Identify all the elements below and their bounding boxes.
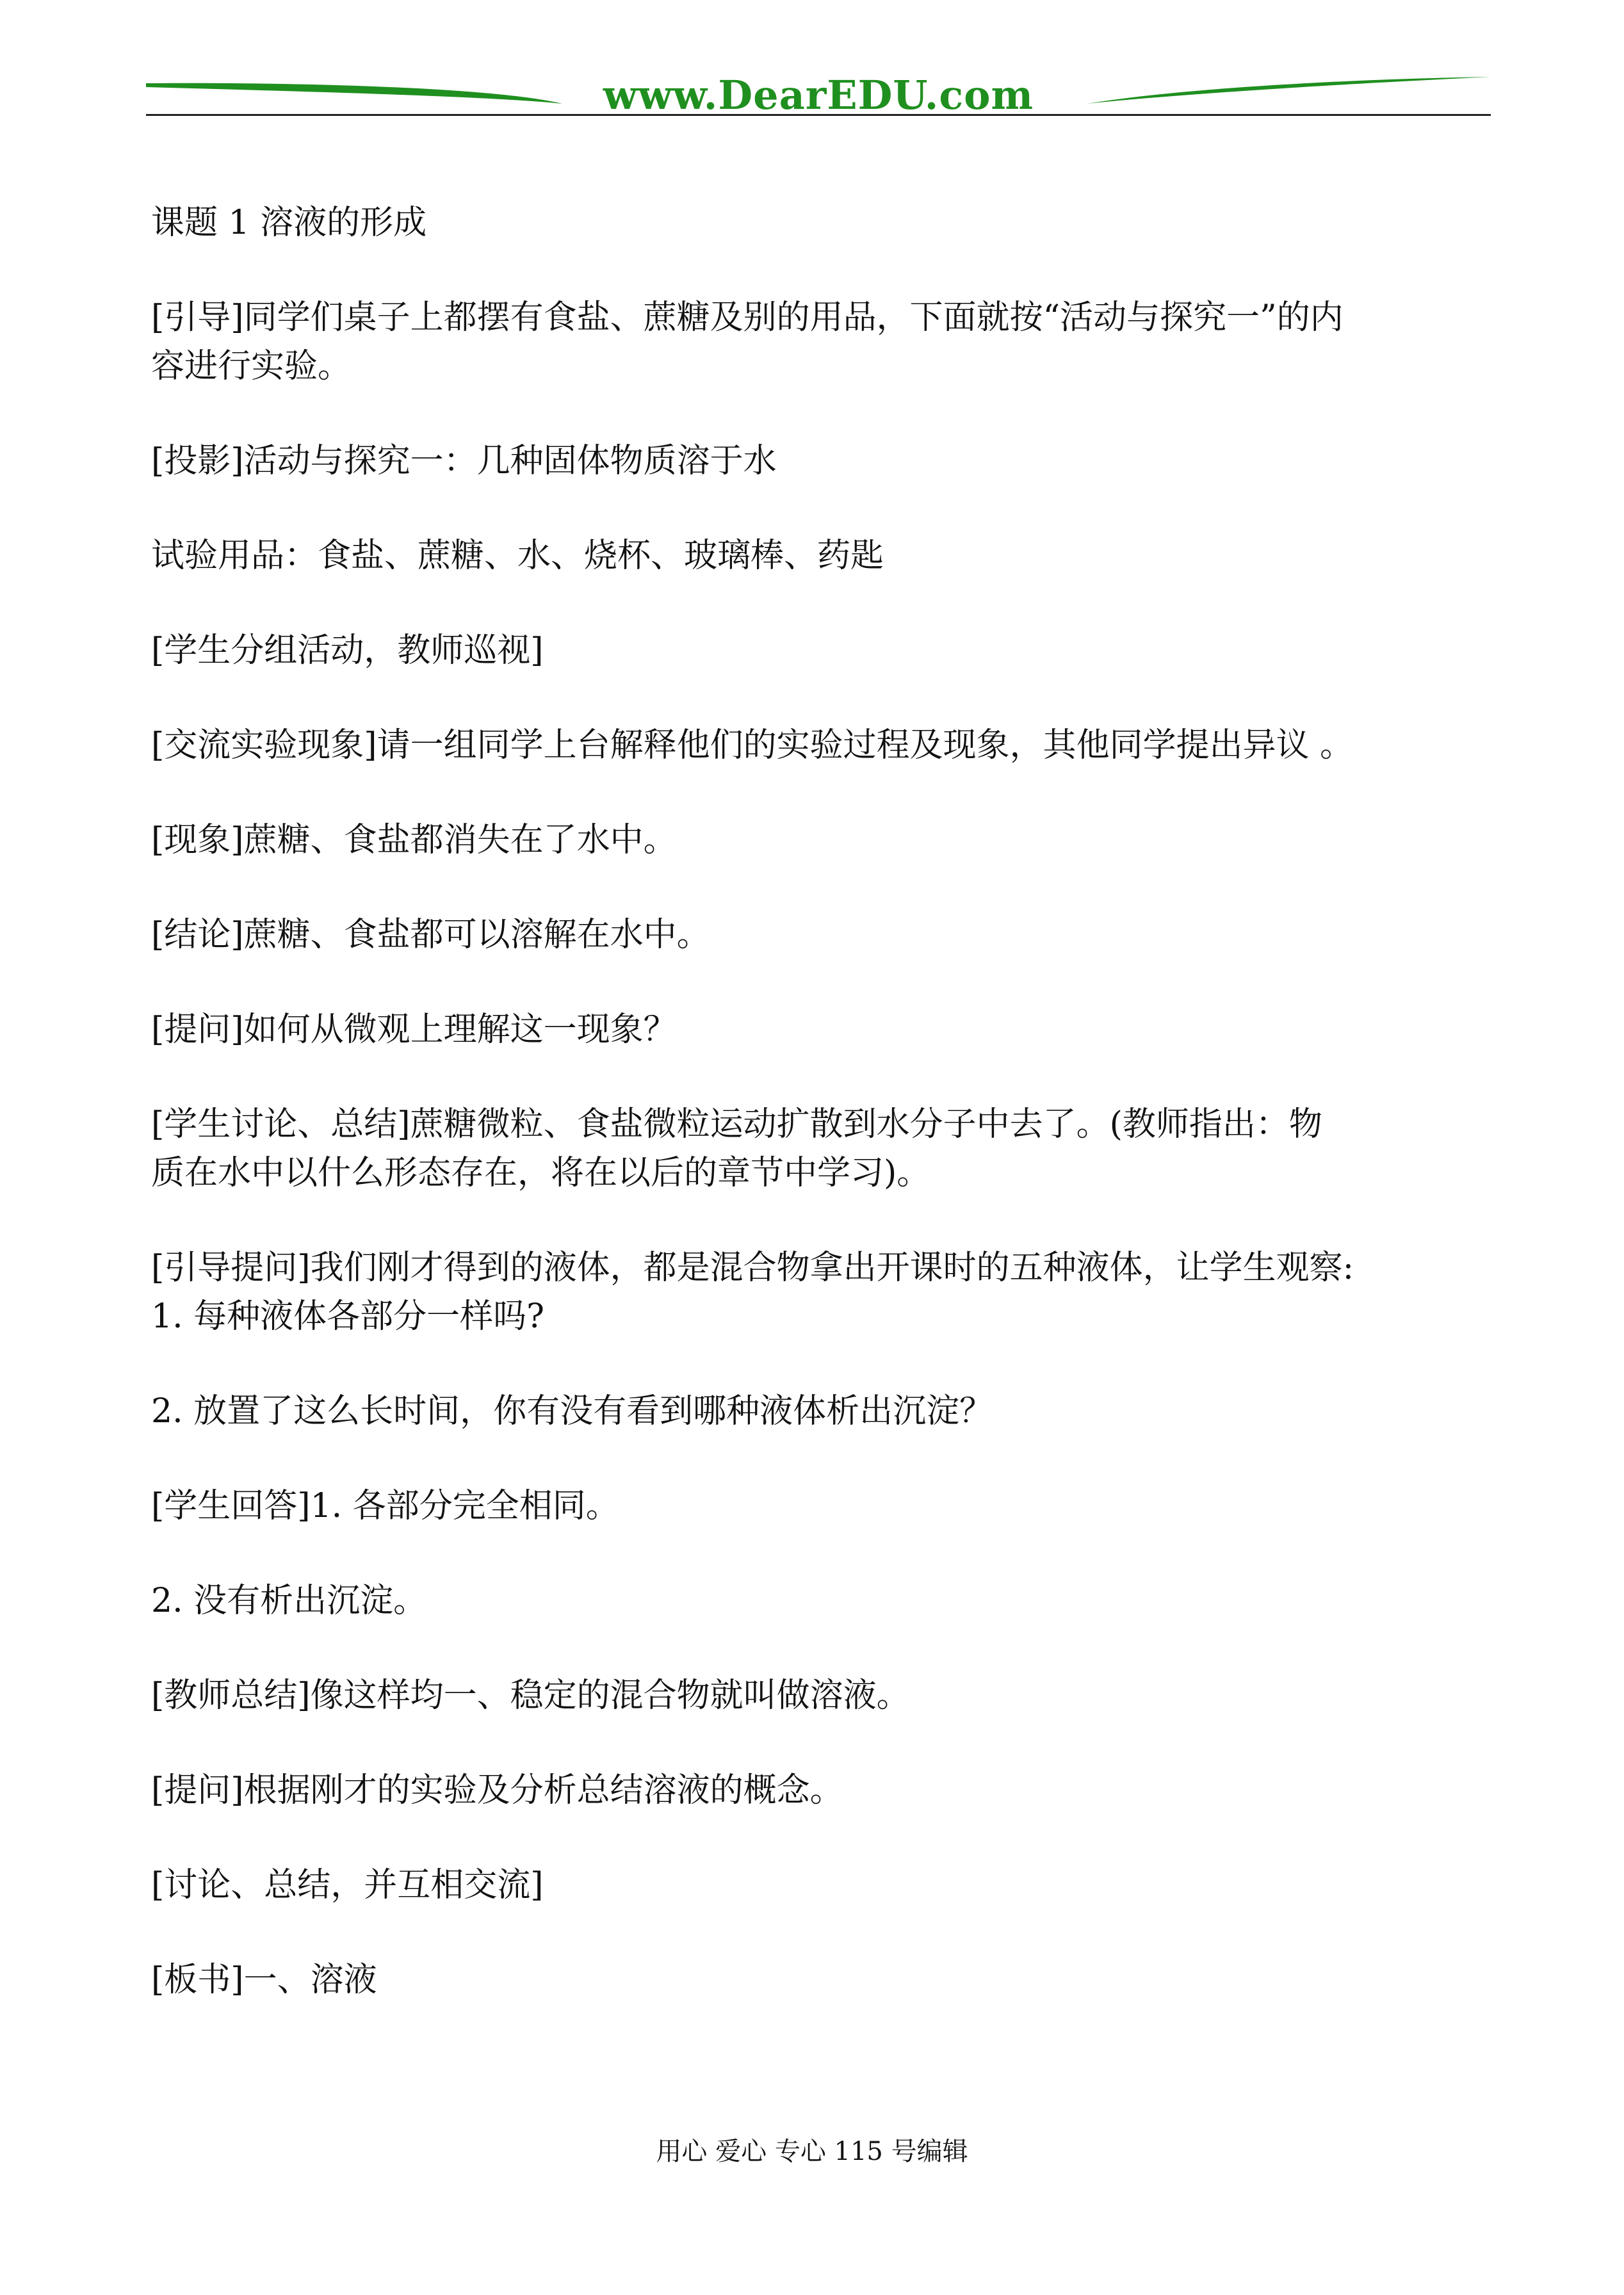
paragraph-gap [151,1625,1483,1671]
paragraph [151,1956,1483,2004]
paragraph-gap [151,1436,1483,1482]
paragraph-gap [151,675,1483,721]
text-line: [学生回答]1. 各部分完全相同。 [151,1487,619,1525]
text-line: [学生分组活动，教师巡视] [151,631,544,670]
text-line: [结论]蔗糖、食盐都可以溶解在水中。 [151,916,710,954]
paragraph-gap [151,1054,1483,1100]
text-line: 2. 放置了这么长时间，你有没有看到哪种液体析出沉淀？ [151,1392,993,1431]
text-line: [引导提问]我们刚才得到的液体，都是混合物拿出开课时的五种液体，让学生观察: [151,1249,1354,1287]
page-footer: 用心 爱心 专心 115 号编辑 [656,2137,968,2166]
paragraph [151,1861,1483,1910]
paragraph [151,437,1483,485]
text-line: [板书]一、溶液 [151,1961,377,1999]
paragraph [151,911,1483,959]
paragraph-gap [151,864,1483,911]
paragraph [151,1005,1483,1054]
paragraph-gap [151,1341,1483,1387]
text-line: [教师总结]像这样均一、稳定的混合物就叫做溶液。 [151,1676,910,1715]
paragraph [151,1387,1483,1436]
paragraph [151,816,1483,864]
paragraph [151,531,1483,580]
paragraph [151,721,1483,770]
text-line: 容进行实验。 [151,347,352,385]
document-body [151,199,1483,2004]
paragraph-gap [151,770,1483,816]
paragraph [151,626,1483,675]
paragraph-gap [151,485,1483,531]
text-line: 1. 每种液体各部分一样吗? [151,1297,545,1336]
paragraph-gap [151,247,1483,293]
paragraph-gap [151,1197,1483,1244]
paragraph-gap [151,391,1483,437]
paragraph [151,1671,1483,1720]
paragraph-gap [151,1530,1483,1577]
paragraph [151,1766,1483,1815]
text-line: [现象]蔗糖、食盐都消失在了水中。 [151,821,677,859]
paragraph [151,1100,1483,1197]
text-line: [引导]同学们桌子上都摆有食盐、蔗糖及别的用品，下面就按“活动与探究一”的内 [151,298,1344,337]
paragraph-gap [151,1815,1483,1861]
text-line: [提问]如何从微观上理解这一现象？ [151,1010,677,1049]
text-line: 试验用品：食盐、蔗糖、水、烧杯、玻璃棒、药匙 [151,537,884,575]
paragraph-gap [151,1910,1483,1956]
text-line: [交流实验现象]请一组同学上台解释他们的实验过程及现象，其他同学提出异议 。 [151,726,1354,765]
paragraph [151,199,1483,247]
text-line: [提问]根据刚才的实验及分析总结溶液的概念。 [151,1771,843,1810]
paragraph [151,1577,1483,1625]
paragraph-gap [151,959,1483,1005]
site-logo: www.DearEDU.com [603,72,1034,118]
text-line: [学生讨论、总结]蔗糖微粒、食盐微粒运动扩散到水分子中去了。(教师指出：物 [151,1105,1322,1144]
paragraph-gap [151,580,1483,626]
text-line: [讨论、总结，并互相交流] [151,1866,544,1904]
paragraph [151,1482,1483,1530]
site-header [146,64,1491,128]
text-line: 质在水中以什么形态存在，将在以后的章节中学习)。 [151,1154,930,1192]
text-line: 2. 没有析出沉淀。 [151,1582,427,1620]
paragraph [151,293,1483,391]
paragraph [151,1244,1483,1341]
text-line: [投影]活动与探究一：几种固体物质溶于水 [151,442,777,480]
text-line: 课题 1 溶液的形成 [151,204,427,242]
paragraph-gap [151,1720,1483,1766]
